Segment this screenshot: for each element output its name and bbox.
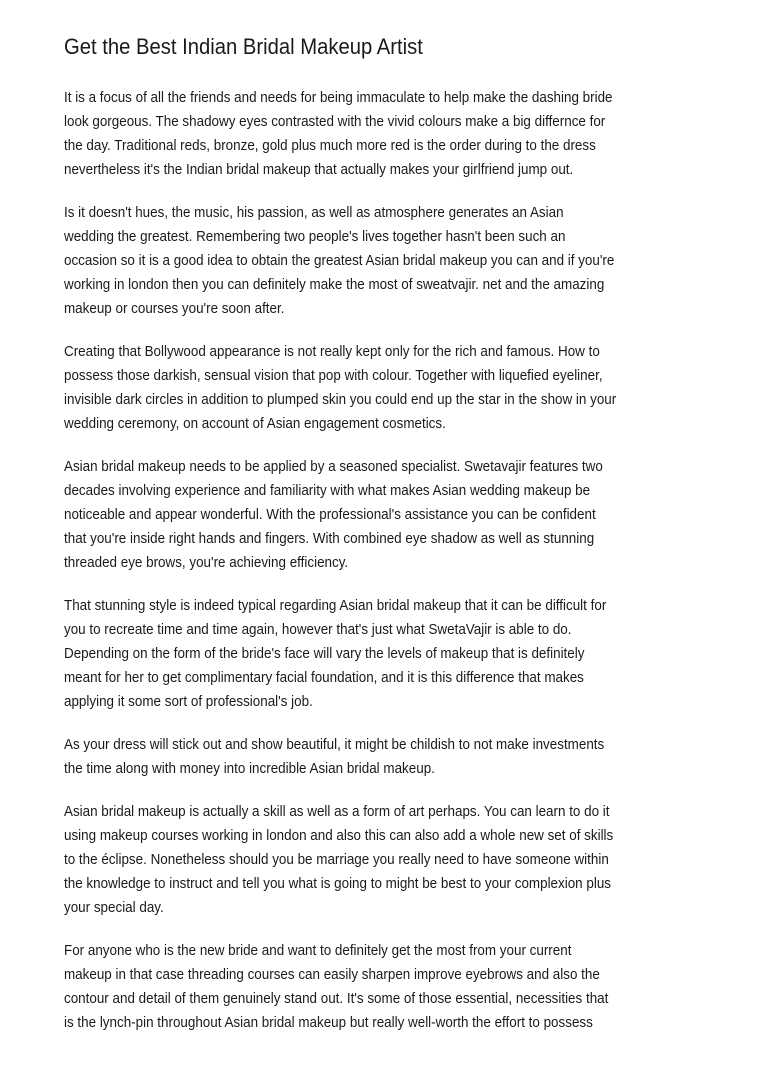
text-line: invisible dark circles in addition to plumped skin you could end up the star in the show in your <box>64 391 617 408</box>
text-line: decades involving experience and familiarity with what makes Asian wedding makeup be <box>64 482 591 499</box>
text-line: nevertheless it's the Indian bridal makeup that actually makes your girlfriend jump out. <box>64 161 574 178</box>
text-line: working in london then you can definitely make the most of sweatvajir. net and the amazing <box>64 276 605 293</box>
paragraph <box>64 201 744 321</box>
text-line: Asian bridal makeup needs to be applied by a seasoned specialist. Swetavajir features two <box>64 458 603 475</box>
text-line: the day. Traditional reds, bronze, gold plus much more red is the order during to the dress <box>64 137 596 154</box>
text-line: using makeup courses working in london and also this can also add a whole new set of skills <box>64 827 614 844</box>
paragraph <box>64 733 744 781</box>
document-body <box>64 86 744 1035</box>
text-line: applying it some sort of professional's job. <box>64 693 313 710</box>
text-line: For anyone who is the new bride and want to definitely get the most from your current <box>64 942 572 959</box>
text-line: wedding ceremony, on account of Asian engagement cosmetics. <box>64 415 446 432</box>
text-line: Asian bridal makeup is actually a skill as well as a form of art perhaps. You can learn to do it <box>64 803 610 820</box>
text-line: possess those darkish, sensual vision that pop with colour. Together with liquefied eyeliner, <box>64 367 603 384</box>
text-line: the knowledge to instruct and tell you what is going to might be best to your complexion plus <box>64 875 612 892</box>
paragraph <box>64 455 744 575</box>
text-line: wedding the greatest. Remembering two people's lives together hasn't been such an <box>64 228 566 245</box>
text-line: contour and detail of them genuinely stand out. It's some of those essential, necessities that <box>64 990 609 1007</box>
text-line: look gorgeous. The shadowy eyes contrasted with the vivid colours make a big differnce for <box>64 113 606 130</box>
text-line: As your dress will stick out and show beautiful, it might be childish to not make investments <box>64 736 605 753</box>
text-line: That stunning style is indeed typical regarding Asian bridal makeup that it can be difficult for <box>64 597 607 614</box>
text-line: is the lynch-pin throughout Asian bridal makeup but really well-worth the effort to possess <box>64 1014 593 1031</box>
text-line: makeup or courses you're soon after. <box>64 300 285 317</box>
text-line: makeup in that case threading courses can easily sharpen improve eyebrows and also the <box>64 966 600 983</box>
paragraph <box>64 86 744 182</box>
text-line: the time along with money into incredible Asian bridal makeup. <box>64 760 435 777</box>
paragraph <box>64 594 744 714</box>
text-line: noticeable and appear wonderful. With the professional's assistance you can be confident <box>64 506 596 523</box>
text-line: It is a focus of all the friends and needs for being immaculate to help make the dashing bride <box>64 89 613 106</box>
paragraph <box>64 800 744 920</box>
text-line: your special day. <box>64 899 164 916</box>
text-line: that you're inside right hands and fingers. With combined eye shadow as well as stunning <box>64 530 595 547</box>
text-line: Creating that Bollywood appearance is not really kept only for the rich and famous. How to <box>64 343 600 360</box>
text-line: threaded eye brows, you're achieving efficiency. <box>64 554 349 571</box>
text-line: meant for her to get complimentary facial foundation, and it is this difference that makes <box>64 669 584 686</box>
text-line: you to recreate time and time again, however that's just what SwetaVajir is able to do. <box>64 621 572 638</box>
paragraph <box>64 340 744 436</box>
paragraph <box>64 939 744 1035</box>
text-line: Depending on the form of the bride's face will vary the levels of makeup that is definitely <box>64 645 585 662</box>
text-line: Is it doesn't hues, the music, his passion, as well as atmosphere generates an Asian <box>64 204 564 221</box>
text-line: to the éclipse. Nonetheless should you be marriage you really need to have someone within <box>64 851 609 868</box>
document-title: Get the Best Indian Bridal Makeup Artist <box>64 34 423 59</box>
text-line: occasion so it is a good idea to obtain the greatest Asian bridal makeup you can and if you're <box>64 252 615 269</box>
document-page <box>64 32 744 1054</box>
